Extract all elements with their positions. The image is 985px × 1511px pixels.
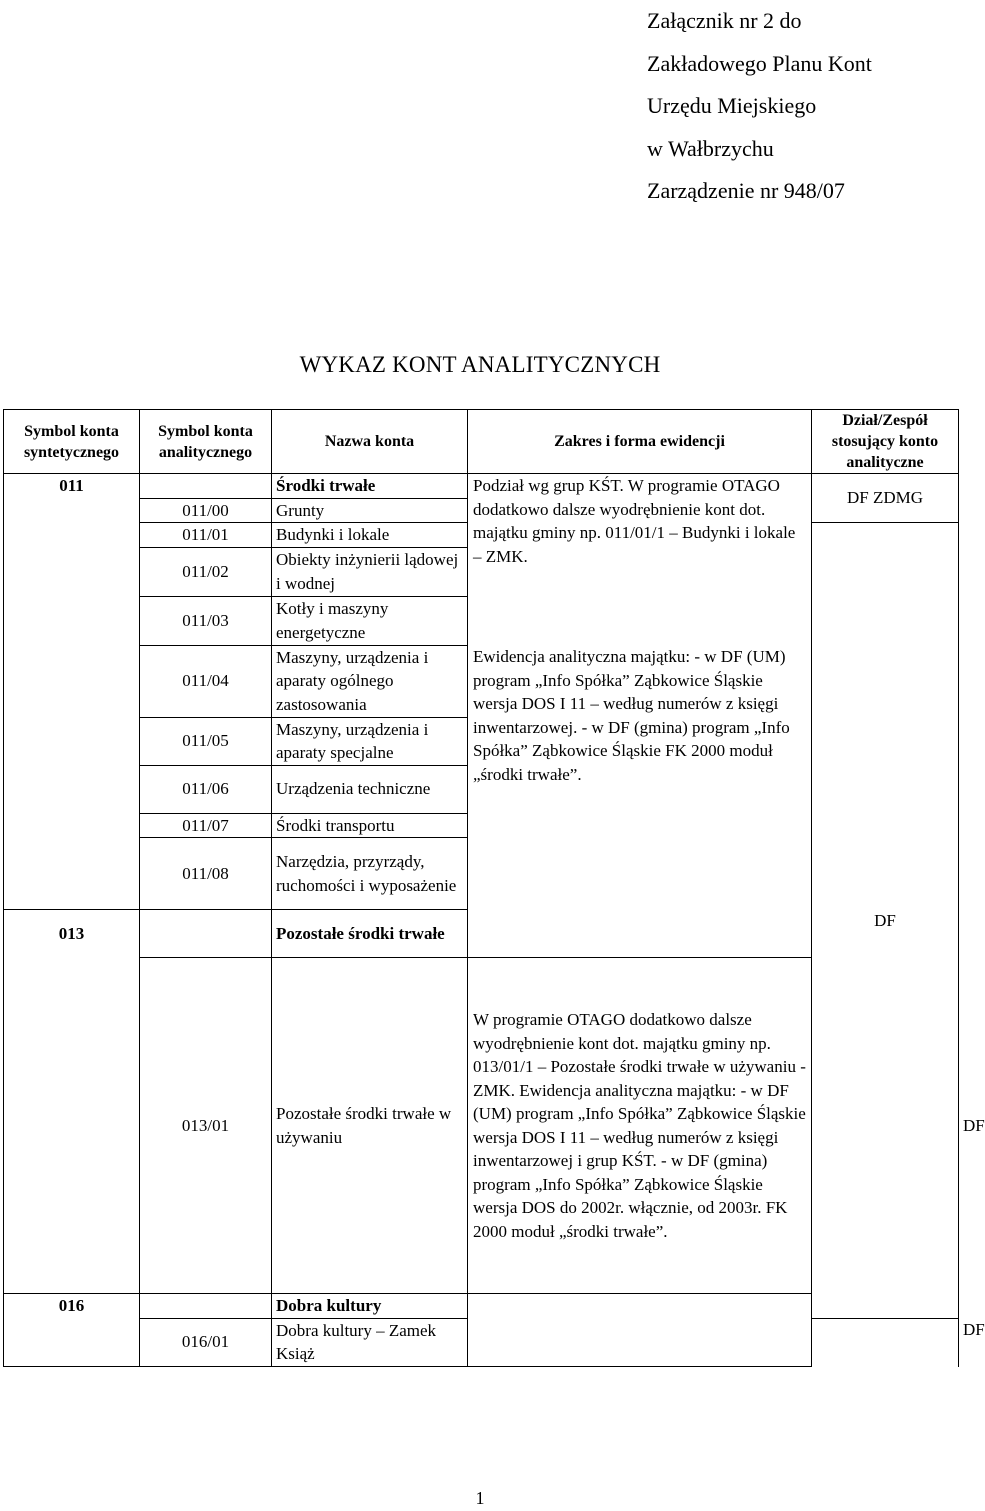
zakres-text: Podział wg grup KŚT. W programie OTAGO dodatkowo dalsze wyodrębnienie kont dot. majątku gminy np. 011/01/1 – Budynki i lokale – ZMK. bbox=[468, 474, 812, 646]
zakres-text: W programie OTAGO dodatkowo dalsze wyodrębnienie kont dot. majątku gminy np. 013/01/1 – Pozostałe środki trwałe w używaniu - ZMK. Ewidencja analityczna majątku: - w DF (UM) program „Info Spółka” Ząbkowice Śląskie wersja DOS I 11 – według numerów z księgi inwentarzowej i grup KŚT. - w DF (gmina) program „Info Spółka” Ząbkowice Śląskie wersja DOS do 2002r. włącznie, od 2003r. FK 2000 moduł „środki trwałe”. bbox=[468, 958, 812, 1294]
header-line: Urzędu Miejskiego bbox=[647, 93, 817, 118]
analytic-symbol: 011/06 bbox=[140, 765, 272, 813]
synthetic-symbol: 011 bbox=[4, 474, 140, 910]
table-row: 016 Dobra kultury DF bbox=[4, 1294, 959, 1319]
account-name: Kotły i maszyny energetyczne bbox=[272, 596, 468, 645]
header-line: Zarządzenie nr 948/07 bbox=[647, 178, 845, 203]
analytic-symbol: 011/02 bbox=[140, 547, 272, 596]
document-header bbox=[647, 0, 872, 213]
account-name: Grunty bbox=[272, 498, 468, 523]
account-name: Maszyny, urządzenia i aparaty specjalne bbox=[272, 717, 468, 765]
account-name: Dobra kultury – Zamek Książ bbox=[272, 1318, 468, 1366]
analytic-symbol: 016/01 bbox=[140, 1318, 272, 1366]
dzial-text: DF ZDMG bbox=[812, 474, 959, 523]
account-name: Maszyny, urządzenia i aparaty ogólnego zastosowania bbox=[272, 645, 468, 717]
header-line: w Wałbrzychu bbox=[647, 135, 774, 161]
analytic-symbol: 013/01 bbox=[140, 958, 272, 1294]
account-name: Obiekty inżynierii lądowej i wodnej bbox=[272, 547, 468, 596]
zakres-text: Ewidencja analityczna majątku: - w DF (UM) program „Info Spółka” Ząbkowice Śląskie wersja DOS I 11 – według numerów z księgi inwentarzowej. - w DF (gmina) program „Info Spółka” Ząbkowice Śląskie FK 2000 moduł „środki trwałe”. bbox=[468, 645, 812, 958]
account-name: Narzędzia, przyrządy, ruchomości i wyposażenie bbox=[272, 838, 468, 910]
analytic-symbol: 011/07 bbox=[140, 813, 272, 838]
dzial-text: DF bbox=[812, 523, 959, 1319]
synthetic-symbol: 013 bbox=[4, 910, 140, 1294]
header-line: Załącznik nr 2 do bbox=[647, 8, 802, 33]
table-row bbox=[4, 474, 959, 499]
analytic-symbol: 011/04 bbox=[140, 645, 272, 717]
analytic-symbol: 011/05 bbox=[140, 717, 272, 765]
account-name: Pozostałe środki trwałe w używaniu bbox=[272, 958, 468, 1294]
analytic-symbol: 011/08 bbox=[140, 838, 272, 910]
page-title: WYKAZ KONT ANALITYCZNYCH bbox=[299, 352, 661, 377]
header-zakres: Zakres i forma ewidencji bbox=[468, 410, 812, 474]
analytic-symbol: 011/00 bbox=[140, 498, 272, 523]
header-line: Zakładowego Planu Kont bbox=[647, 50, 872, 76]
account-name: Dobra kultury bbox=[272, 1294, 468, 1319]
header-nazwa: Nazwa konta bbox=[272, 410, 468, 474]
table-row: 013/01 Pozostałe środki trwałe w używaniu W programie OTAGO dodatkowo dalsze wyodrębnienie kont dot. majątku gminy np. 013/01/1 – Pozostałe środki trwałe w używaniu - ZMK. Ewidencja analityczna majątku: - w DF (UM) program „Info Spółka” Ząbkowice Śląskie wersja DOS I 11 – według numerów z księgi inwentarzowej i grup KŚT. - w DF (gmina) program „Info Spółka” Ząbkowice Śląskie wersja DOS do 2002r. włącznie, od 2003r. FK 2000 moduł „środki trwałe”. DF bbox=[4, 958, 959, 1294]
header-symbol-analityczny: Symbol konta analitycznego bbox=[140, 410, 272, 474]
header-dzial: Dział/Zespół stosujący konto analityczne bbox=[812, 410, 959, 474]
account-name: Budynki i lokale bbox=[272, 523, 468, 548]
accounts-table bbox=[3, 409, 985, 1367]
account-name: Urządzenia techniczne bbox=[272, 765, 468, 813]
account-name: Środki transportu bbox=[272, 813, 468, 838]
account-name: Środki trwałe bbox=[272, 474, 468, 499]
page-number: 1 bbox=[475, 1488, 485, 1508]
analytic-symbol: 011/01 bbox=[140, 523, 272, 548]
synthetic-symbol: 016 bbox=[4, 1294, 140, 1367]
table-header-row bbox=[4, 410, 959, 474]
analytic-symbol: 011/03 bbox=[140, 596, 272, 645]
account-name: Pozostałe środki trwałe bbox=[272, 910, 468, 958]
header-symbol-syntetyczny: Symbol konta syntetycznego bbox=[4, 410, 140, 474]
